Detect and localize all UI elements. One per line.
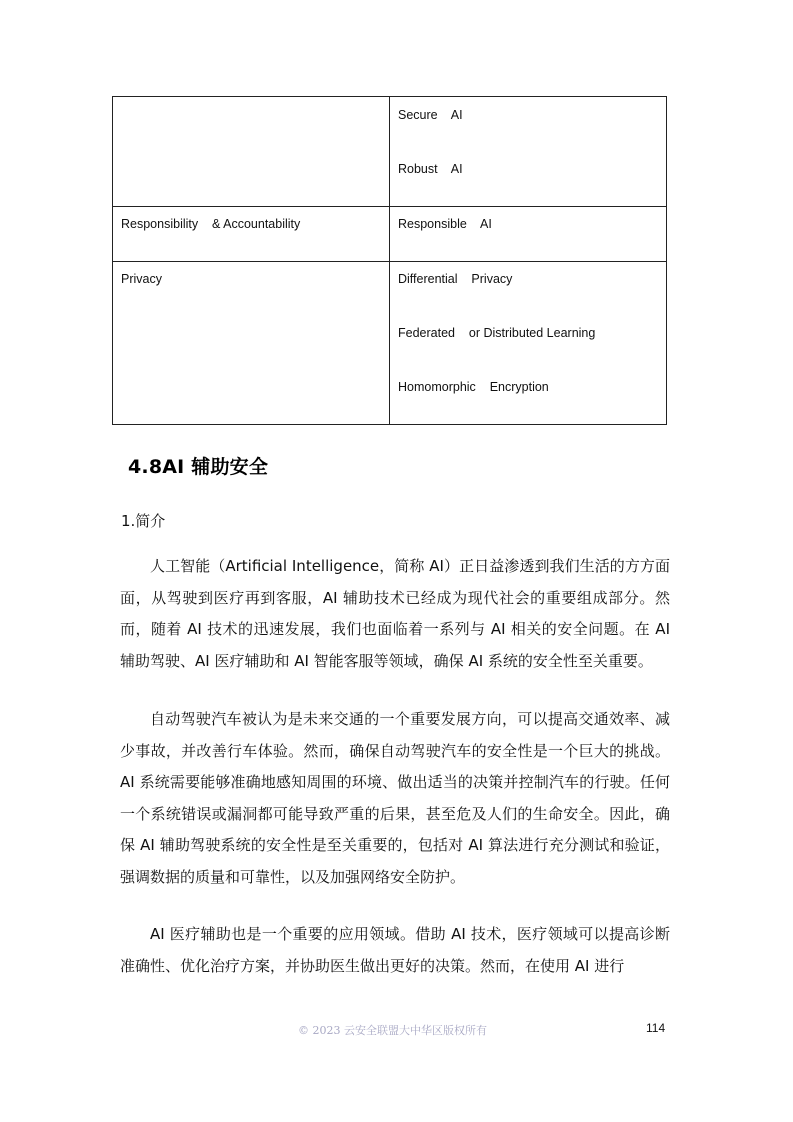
body-paragraph: 自动驾驶汽车被认为是未来交通的一个重要发展方向，可以提高交通效率、减少事故，并改善行车体验。然而，确保自动驾驶汽车的安全性是一个巨大的挑战。AI 系统需要能够准确地感知周围的环境、做出适当的决策并控制汽车的行驶。任何一个系统错误或漏洞都可能导致严重的后果，甚至危及人们的生命安全。因此，确保 AI 辅助驾驶系统的安全性是至关重要的，包括对 AI 算法进行充分测试和验证，强调数据的质量和可靠性，以及加强网络安全防护。 <box>120 710 670 886</box>
table-cell-technique <box>390 97 667 207</box>
technique-item: Responsible AI <box>398 217 492 231</box>
body-paragraph: 人工智能（Artificial Intelligence，简称 AI）正日益渗透到我们生活的方方面面，从驾驶到医疗再到客服，AI 辅助技术已经成为现代社会的重要组成部分。然而，随着 AI 技术的迅速发展，我们也面临着一系列与 AI 相关的安全问题。在 AI 辅助驾驶、AI 医疗辅助和 AI 智能客服等领域，确保 AI 系统的安全性至关重要。 <box>120 557 670 670</box>
table-row <box>113 207 667 262</box>
table-row <box>113 262 667 425</box>
table-row <box>113 97 667 207</box>
principles-table <box>112 96 667 425</box>
table-cell-technique <box>390 262 667 425</box>
page-number: 114 <box>646 1021 666 1035</box>
table-cell-principle <box>113 97 390 207</box>
table-cell-technique <box>390 207 667 262</box>
technique-item: Robust AI <box>398 162 463 176</box>
principle-label: Privacy <box>121 272 162 286</box>
principle-label: Responsibility & Accountability <box>121 217 301 231</box>
technique-item: Secure AI <box>398 108 463 122</box>
table-cell-principle <box>113 262 390 425</box>
body-paragraph: AI 医疗辅助也是一个重要的应用领域。借助 AI 技术，医疗领域可以提高诊断准确性、优化治疗方案，并协助医生做出更好的决策。然而，在使用 AI 进行 <box>120 925 670 975</box>
table-cell-principle <box>113 207 390 262</box>
section-heading: 4.8AI 辅助安全 <box>128 456 269 478</box>
footer-copyright: © 2023 云安全联盟大中华区版权所有 <box>298 1024 487 1037</box>
technique-item: Differential Privacy <box>398 272 513 286</box>
technique-item: Federated or Distributed Learning <box>398 326 596 340</box>
technique-item: Homomorphic Encryption <box>398 380 549 394</box>
section-subheading: 1.简介 <box>121 512 166 530</box>
